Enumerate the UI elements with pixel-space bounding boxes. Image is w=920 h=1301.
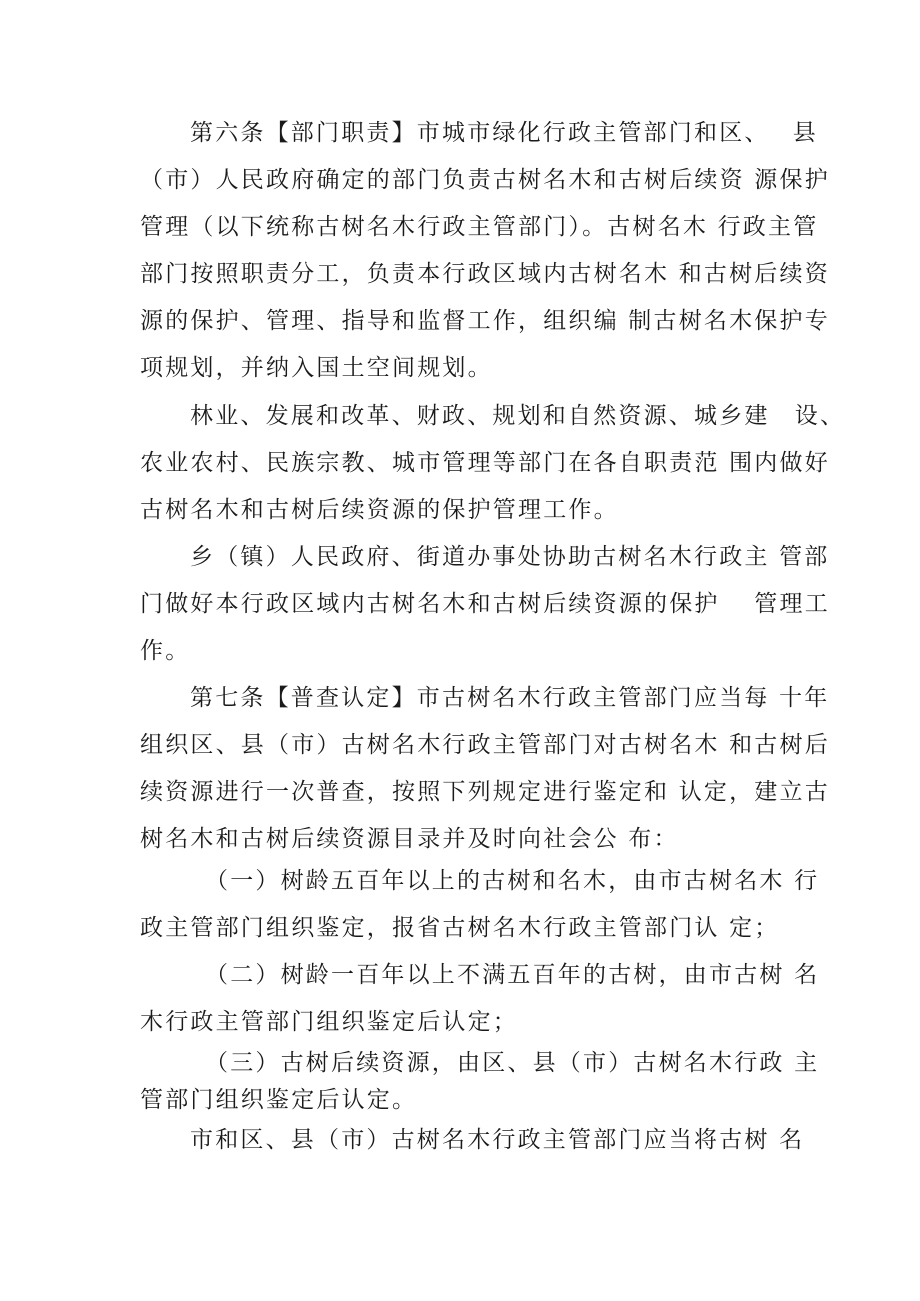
text-line: （一）树龄五百年以上的古树和名木，由市古树名木 行: [205, 868, 820, 894]
text-line: 农业农村、民族宗教、城市管理等部门在各自职责范 围内做好: [140, 450, 830, 476]
text-line: 第六条【部门职责】市城市绿化行政主管部门和区、 县: [190, 120, 819, 146]
text-line: 树名木和古树后续资源目录并及时向社会公 布：: [140, 826, 679, 852]
text-line: 项规划，并纳入国土空间规划。: [140, 355, 493, 381]
text-line: 市和区、县（市）古树名木行政主管部门应当将古树 名: [190, 1127, 805, 1153]
text-line: 第七条【普查认定】市古树名木行政主管部门应当每 十年: [190, 685, 830, 711]
text-line: 林业、发展和改革、财政、规划和自然资源、城乡建 设、: [190, 403, 846, 429]
text-line: 古树名木和古树后续资源的保护管理工作。: [140, 497, 619, 523]
text-line: 木行政主管部门组织鉴定后认定；: [140, 1009, 518, 1035]
text-line: （二）树龄一百年以上不满五百年的古树，由市古树 名: [205, 962, 820, 988]
text-line: 门做好本行政区域内古树名木和古树后续资源的保护 管理工: [140, 591, 830, 617]
text-line: 管理（以下统称古树名木行政主管部门）。古树名木 行政主管: [140, 214, 819, 240]
text-line: 源的保护、管理、指导和监督工作，组织编 制古树名木保护专: [140, 308, 830, 334]
text-line: 部门按照职责分工，负责本行政区域内古树名木 和古树后续资: [140, 261, 830, 287]
text-line: （市）人民政府确定的部门负责古树名木和古树后续资 源保护: [140, 167, 830, 193]
text-line: 乡（镇）人民政府、街道办事处协助古树名木行政主 管部: [190, 544, 830, 570]
text-line: 续资源进行一次普查，按照下列规定进行鉴定和 认定，建立古: [140, 779, 830, 805]
text-line: 作。: [140, 638, 191, 664]
text-line: （三）古树后续资源，由区、县（市）古树名木行政 主: [205, 1050, 820, 1076]
text-line: 组织区、县（市）古树名木行政主管部门对古树名木 和古树后: [140, 732, 830, 758]
text-line: 政主管部门组织鉴定，报省古树名木行政主管部门认 定；: [140, 915, 780, 941]
text-line: 管部门组织鉴定后认定。: [140, 1087, 418, 1113]
